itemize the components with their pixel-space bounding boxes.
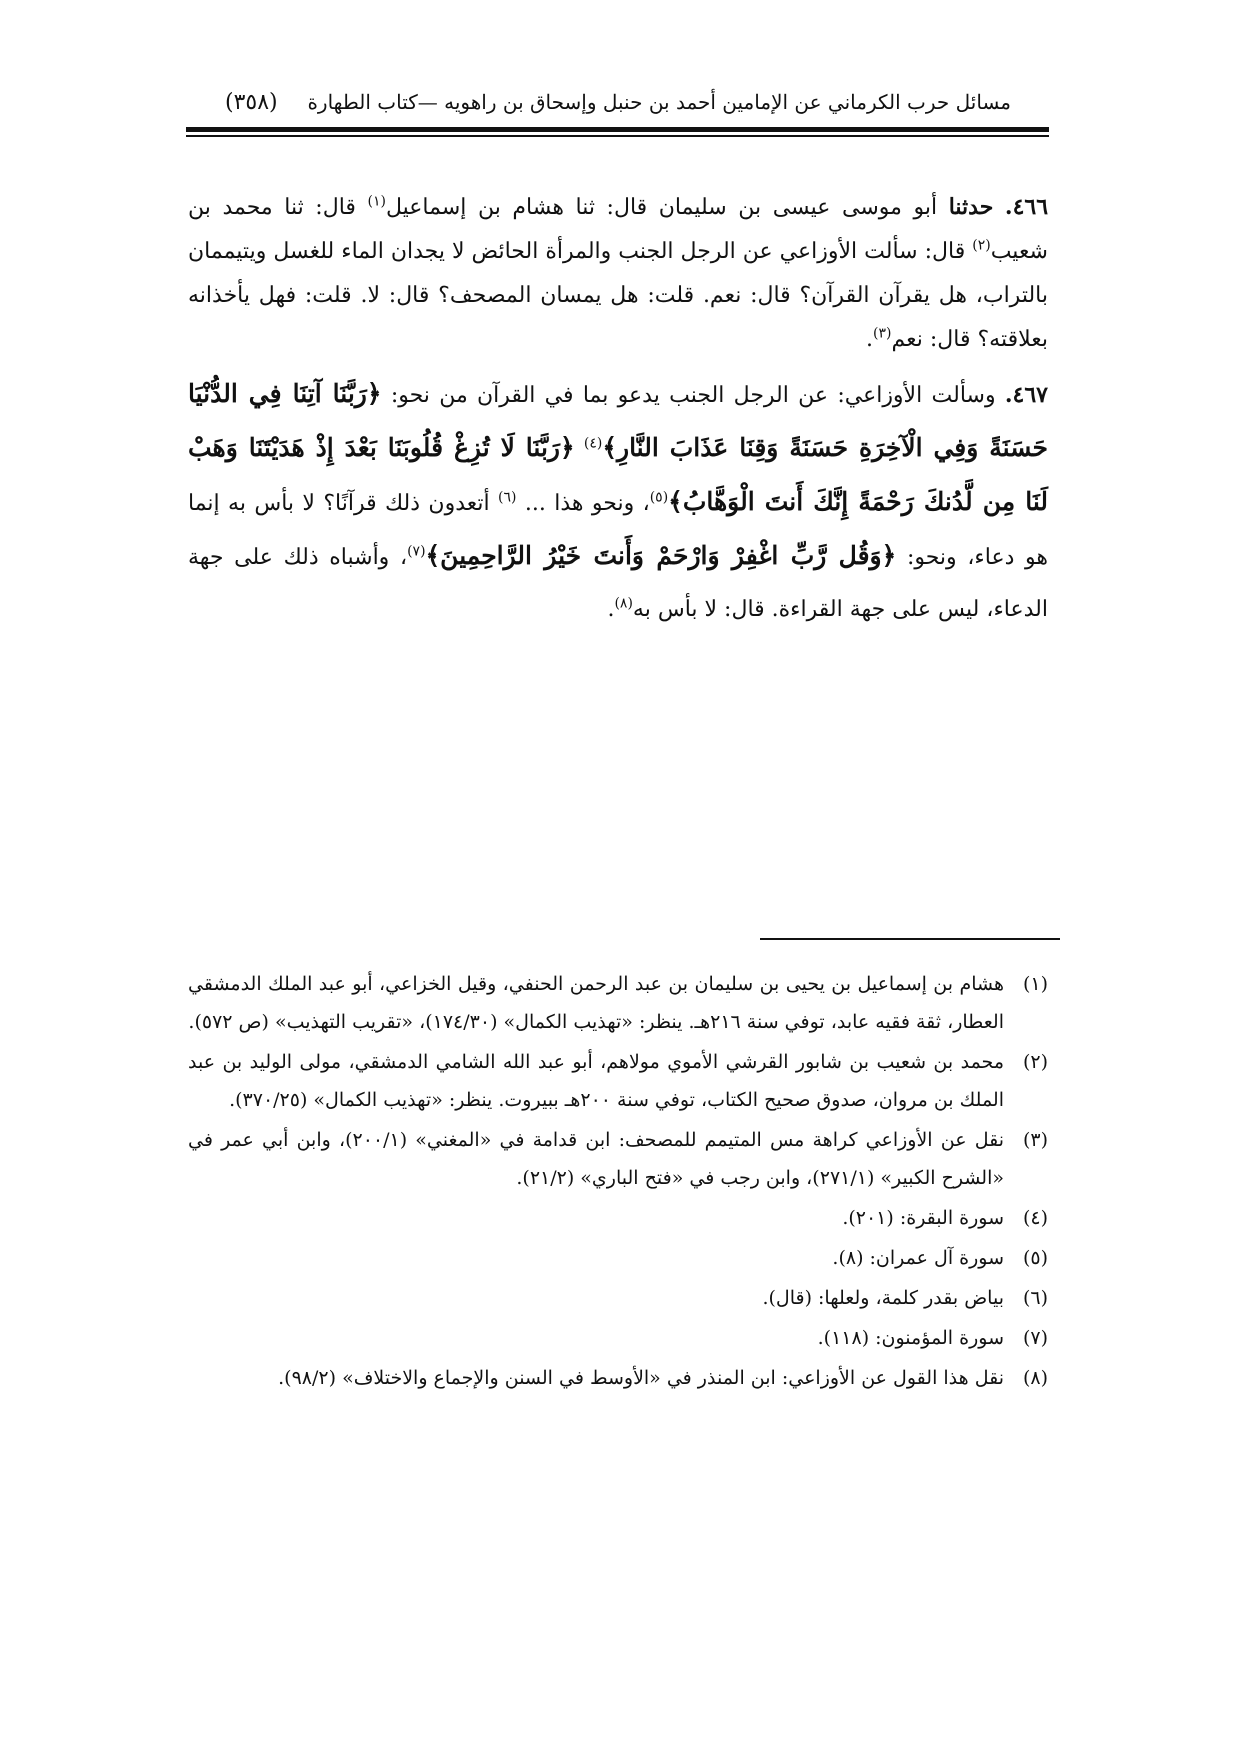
paragraph-467 xyxy=(188,368,1048,636)
footnote-ref: (٥) xyxy=(649,489,669,506)
footnote-text: هشام بن إسماعيل بن يحيى بن سليمان بن عبد الرحمن الحنفي، وقيل الخزاعي، أبو عبد الملك الدمشقي العطار، ثقة فقيه عابد، توفي سنة ٢١٦هـ. ينظر: «تهذيب الكمال» (١٧٤/٣٠)، «تقريب التهذيب» (ص ٥٧٢). xyxy=(188,973,1004,1033)
footnote-ref: (٧) xyxy=(407,543,426,560)
page-number: (٣٥٨) xyxy=(225,89,278,115)
footnote-text: سورة آل عمران: (٨). xyxy=(832,1247,1004,1269)
paragraph-number: ٤٦٦. xyxy=(1004,194,1049,220)
footnote-8 xyxy=(188,1359,1048,1397)
footnote-number: (٤) xyxy=(1022,1207,1048,1229)
footnote-number: (٥) xyxy=(1022,1247,1048,1269)
paragraph-466 xyxy=(188,185,1048,362)
main-text xyxy=(188,185,1048,642)
footnote-number: (٣) xyxy=(1022,1129,1048,1151)
footnote-7 xyxy=(188,1319,1048,1357)
quran-verse: ﴿رَبَّنَا لَا تُزِغْ قُلُوبَنَا بَعْدَ إِذْ هَدَيْتَنَا وَهَبْ لَنَا مِن لَّدُنكَ رَحْمَةً إِنَّكَ أَنتَ الْوَهَّابُ﴾ xyxy=(188,433,1048,516)
footnote-text: نقل هذا القول عن الأوزاعي: ابن المنذر في «الأوسط في السنن والإجماع والاختلاف» (٩٨/٢). xyxy=(278,1367,1004,1389)
paragraph-text: ، وأشباه ذلك على جهة الدعاء، ليس على جهة القراءة. قال: لا بأس به xyxy=(188,545,1048,622)
footnote-5 xyxy=(188,1239,1048,1277)
footnote-ref: (٣) xyxy=(873,325,892,342)
paragraph-end: . xyxy=(866,327,874,352)
footnote-text: سورة المؤمنون: (١١٨). xyxy=(817,1327,1004,1349)
paragraph-lead: حدثنا xyxy=(948,194,994,220)
footnote-4 xyxy=(188,1199,1048,1237)
footnote-separator xyxy=(760,938,1060,940)
footnote-text: نقل عن الأوزاعي كراهة مس المتيمم للمصحف: ابن قدامة في «المغني» (٢٠٠/١)، وابن أبي عمر في «الشرح الكبير» (٢٧١/١)، وابن رجب في «فتح الباري» (٢١/٢). xyxy=(188,1129,1004,1189)
footnote-ref: (٨) xyxy=(614,595,633,612)
header-rule-thin xyxy=(186,135,1049,137)
footnote-6 xyxy=(188,1279,1048,1317)
page-header xyxy=(225,82,1011,122)
footnote-1 xyxy=(188,965,1048,1041)
footnote-number: (٨) xyxy=(1022,1367,1048,1389)
paragraph-text: وسألت الأوزاعي: عن الرجل الجنب يدعو بما في القرآن من نحو: xyxy=(390,383,996,408)
footnote-ref: (١) xyxy=(367,193,386,210)
paragraph-text: قال: ثنا محمد بن شعيب xyxy=(188,195,1048,264)
header-rule-thick xyxy=(186,127,1049,132)
footnote-ref: (٤) xyxy=(583,435,603,452)
paragraph-text: ، ونحو هذا ... xyxy=(524,491,650,516)
footnote-text: سورة البقرة: (٢٠١). xyxy=(842,1207,1004,1229)
paragraph-text: أبو موسى عيسى بن سليمان قال: ثنا هشام بن إسماعيل xyxy=(385,195,938,220)
footnote-ref: (٦) xyxy=(498,489,517,506)
paragraph-text: قال: سألت الأوزاعي عن الرجل الجنب والمرأة الحائض لا يجدان الماء للغسل ويتيممان بالتراب، هل يقرآن القرآن؟ قال: نعم. قلت: هل يمسان المصحف؟ قال: لا. قلت: فهل يأخذانه بعلاقته؟ قال: نعم xyxy=(188,239,1048,352)
footnote-3 xyxy=(188,1121,1048,1197)
paragraph-number: ٤٦٧. xyxy=(1004,382,1048,408)
footnote-ref: (٢) xyxy=(972,237,991,254)
footnote-number: (٦) xyxy=(1022,1287,1048,1309)
footnote-number: (٧) xyxy=(1022,1327,1048,1349)
quran-verse: ﴿رَبَّنَا آتِنَا فِي الدُّنْيَا حَسَنَةً وَفِي الْآخِرَةِ حَسَنَةً وَقِنَا عَذَابَ النَّارِ﴾ xyxy=(188,379,1048,462)
footnote-2 xyxy=(188,1043,1048,1119)
paragraph-text: أتعدون ذلك قرآنًا؟ لا بأس به إنما هو دعاء، ونحو: xyxy=(188,491,1049,570)
header-title: مسائل حرب الكرماني عن الإمامين أحمد بن حنبل وإسحاق بن راهويه —كتاب الطهارة xyxy=(307,90,1011,114)
footnotes xyxy=(188,965,1048,1399)
footnote-number: (١) xyxy=(1022,973,1048,995)
paragraph-end: . xyxy=(607,597,615,622)
footnote-number: (٢) xyxy=(1022,1051,1048,1073)
quran-verse: ﴿وَقُل رَّبِّ اغْفِرْ وَارْحَمْ وَأَنتَ خَيْرُ الرَّاحِمِينَ﴾ xyxy=(425,541,897,570)
footnote-text: محمد بن شعيب بن شابور القرشي الأموي مولاهم، أبو عبد الله الشامي الدمشقي، مولى الوليد بن عبد الملك بن مروان، صدوق صحيح الكتاب، توفي سنة ٢٠٠هـ ببيروت. ينظر: «تهذيب الكمال» (٣٧٠/٢٥). xyxy=(188,1051,1004,1111)
footnote-text: بياض بقدر كلمة، ولعلها: (قال). xyxy=(762,1287,1004,1309)
